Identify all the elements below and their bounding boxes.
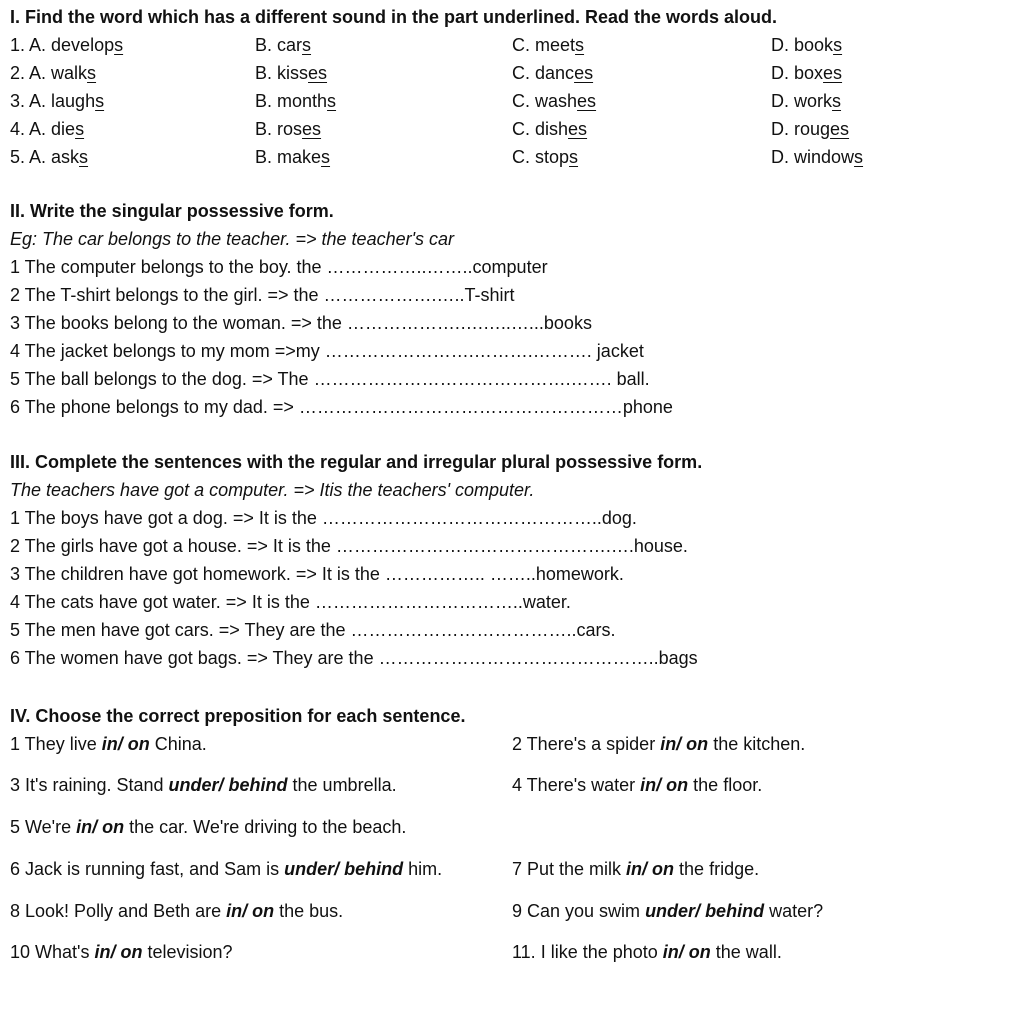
preposition-item [10, 733, 207, 755]
underlined-ending: s [114, 35, 124, 55]
item-text: 6 Jack is running fast, and Sam is [10, 859, 285, 879]
section-4-heading: IV. Choose the correct preposition for each sentence. [10, 706, 466, 726]
underlined-ending: s [95, 91, 105, 111]
word-stem: wash [535, 91, 578, 111]
underlined-ending: s [321, 147, 331, 167]
word-stem: make [277, 147, 322, 167]
underlined-ending: es [823, 63, 843, 83]
underlined-ending: s [302, 35, 312, 55]
word-stem: ask [51, 147, 80, 167]
word-stem: window [794, 147, 855, 167]
option-1-a [10, 34, 123, 56]
option-5-c [512, 146, 578, 168]
preposition-choice: under/ behind [284, 859, 404, 879]
option-3-a [10, 90, 104, 112]
underlined-ending: s [569, 147, 579, 167]
word-stem: walk [51, 63, 88, 83]
preposition-choice: in/ on [76, 817, 125, 837]
item-text: the kitchen. [708, 734, 806, 754]
section-2-example: Eg: The car belongs to the teacher. => the teacher's car [10, 229, 455, 249]
word-stem: book [794, 35, 834, 55]
underlined-ending: es [568, 119, 588, 139]
preposition-item [512, 900, 823, 922]
section-2-line: 5 The ball belongs to the dog. => The …………………………………….……. ball. [10, 369, 650, 389]
option-label: B. [255, 63, 278, 83]
underlined-ending: es [302, 119, 322, 139]
preposition-choice: under/ behind [645, 901, 765, 921]
option-4-c [512, 118, 587, 140]
preposition-choice: in/ on [626, 859, 675, 879]
option-4-b [255, 118, 321, 140]
section-2-line: 3 The books belong to the woman. => the ……………….….…..…...books [10, 313, 592, 333]
option-1-d [771, 34, 842, 56]
option-label: C. [512, 91, 536, 111]
option-4-d [771, 118, 849, 140]
item-text: 1 They live [10, 734, 102, 754]
underlined-ending: es [308, 63, 328, 83]
preposition-item [10, 900, 343, 922]
item-text: the car. We're driving to the beach. [124, 817, 407, 837]
underlined-ending: s [833, 35, 843, 55]
word-stem: car [277, 35, 303, 55]
option-2-d [771, 62, 842, 84]
option-1-b [255, 34, 311, 56]
item-text: him. [403, 859, 443, 879]
option-label: D. [771, 63, 795, 83]
preposition-item [512, 941, 782, 963]
option-label: D. [771, 119, 795, 139]
word-stem: develop [51, 35, 115, 55]
item-text: the fridge. [674, 859, 760, 879]
underlined-ending: s [575, 35, 585, 55]
section-3-heading: III. Complete the sentences with the regular and irregular plural possessive form. [10, 452, 703, 472]
preposition-choice: in/ on [662, 942, 711, 962]
option-2-b [255, 62, 327, 84]
word-stem: laugh [51, 91, 96, 111]
word-stem: stop [535, 147, 570, 167]
word-stem: work [794, 91, 833, 111]
word-stem: kiss [277, 63, 309, 83]
option-2-c [512, 62, 593, 84]
word-stem: dish [535, 119, 569, 139]
item-text: 3 It's raining. Stand [10, 775, 169, 795]
underlined-ending: s [854, 147, 864, 167]
option-5-a [10, 146, 88, 168]
underlined-ending: s [832, 91, 842, 111]
word-stem: box [794, 63, 824, 83]
option-1-c [512, 34, 584, 56]
item-text: China. [149, 734, 207, 754]
section-2-heading: II. Write the singular possessive form. [10, 201, 334, 221]
item-text: 11. I like the photo [512, 942, 663, 962]
section-2-line: 1 The computer belongs to the boy. the ……………..……..computer [10, 257, 548, 277]
option-label: B. [255, 147, 278, 167]
preposition-choice: in/ on [94, 942, 143, 962]
item-text: the umbrella. [287, 775, 397, 795]
item-text: water? [764, 901, 824, 921]
word-stem: meet [535, 35, 576, 55]
option-label: 2. A. [10, 63, 52, 83]
section-2-line: 4 The jacket belongs to my mom =>my …………………….……….………. jacket [10, 341, 644, 361]
option-label: D. [771, 91, 795, 111]
preposition-choice: in/ on [101, 734, 150, 754]
option-label: C. [512, 119, 536, 139]
option-label: C. [512, 35, 536, 55]
section-2-line: 2 The T-shirt belongs to the girl. => the ……………….…..T-shirt [10, 285, 515, 305]
item-text: the wall. [710, 942, 782, 962]
option-label: 1. A. [10, 35, 52, 55]
preposition-item [10, 941, 233, 963]
word-stem: roug [794, 119, 831, 139]
item-text: the bus. [274, 901, 344, 921]
option-label: B. [255, 119, 278, 139]
item-text: 5 We're [10, 817, 77, 837]
item-text: 10 What's [10, 942, 95, 962]
preposition-item [10, 816, 406, 838]
section-3-line: 1 The boys have got a dog. => It is the ………………………………………..dog. [10, 508, 637, 528]
section-3-line: 3 The children have got homework. => It is the …………….. ……..homework. [10, 564, 624, 584]
word-stem: month [277, 91, 328, 111]
preposition-item [512, 733, 805, 755]
item-text: 4 There's water [512, 775, 641, 795]
preposition-item [512, 858, 759, 880]
preposition-item [10, 858, 442, 880]
option-2-a [10, 62, 96, 84]
underlined-ending: s [75, 119, 85, 139]
word-stem: danc [535, 63, 575, 83]
underlined-ending: es [577, 91, 597, 111]
item-text: 7 Put the milk [512, 859, 627, 879]
preposition-item [512, 774, 762, 796]
option-label: 5. A. [10, 147, 52, 167]
section-3-example: The teachers have got a computer. => Itis the teachers' computer. [10, 480, 535, 500]
option-5-d [771, 146, 863, 168]
option-label: B. [255, 91, 278, 111]
word-stem: ros [277, 119, 303, 139]
option-label: 3. A. [10, 91, 52, 111]
item-text: 9 Can you swim [512, 901, 646, 921]
item-text: 2 There's a spider [512, 734, 661, 754]
option-3-d [771, 90, 841, 112]
option-5-b [255, 146, 330, 168]
option-4-a [10, 118, 84, 140]
option-3-c [512, 90, 596, 112]
section-2-line: 6 The phone belongs to my dad. => ………………………………………………phone [10, 397, 673, 417]
option-label: C. [512, 147, 536, 167]
option-label: C. [512, 63, 536, 83]
section-3-line: 2 The girls have got a house. => It is the ……………………………………….….house. [10, 536, 688, 556]
option-3-b [255, 90, 336, 112]
preposition-choice: in/ on [226, 901, 275, 921]
underlined-ending: s [327, 91, 337, 111]
underlined-ending: es [574, 63, 594, 83]
option-label: 4. A. [10, 119, 52, 139]
section-3-line: 6 The women have got bags. => They are the ………………………………………..bags [10, 648, 698, 668]
preposition-choice: in/ on [640, 775, 689, 795]
preposition-choice: in/ on [660, 734, 709, 754]
preposition-item [10, 774, 397, 796]
item-text: the floor. [688, 775, 763, 795]
section-3-line: 5 The men have got cars. => They are the ………………………………..cars. [10, 620, 616, 640]
option-label: B. [255, 35, 278, 55]
section-3-line: 4 The cats have got water. => It is the ……………………………..water. [10, 592, 571, 612]
item-text: television? [142, 942, 233, 962]
option-label: D. [771, 35, 795, 55]
underlined-ending: es [830, 119, 850, 139]
option-label: D. [771, 147, 795, 167]
preposition-choice: under/ behind [168, 775, 288, 795]
item-text: 8 Look! Polly and Beth are [10, 901, 227, 921]
underlined-ending: s [79, 147, 89, 167]
word-stem: die [51, 119, 76, 139]
underlined-ending: s [87, 63, 97, 83]
section-1-heading: I. Find the word which has a different sound in the part underlined. Read the words aloud. [10, 7, 778, 27]
